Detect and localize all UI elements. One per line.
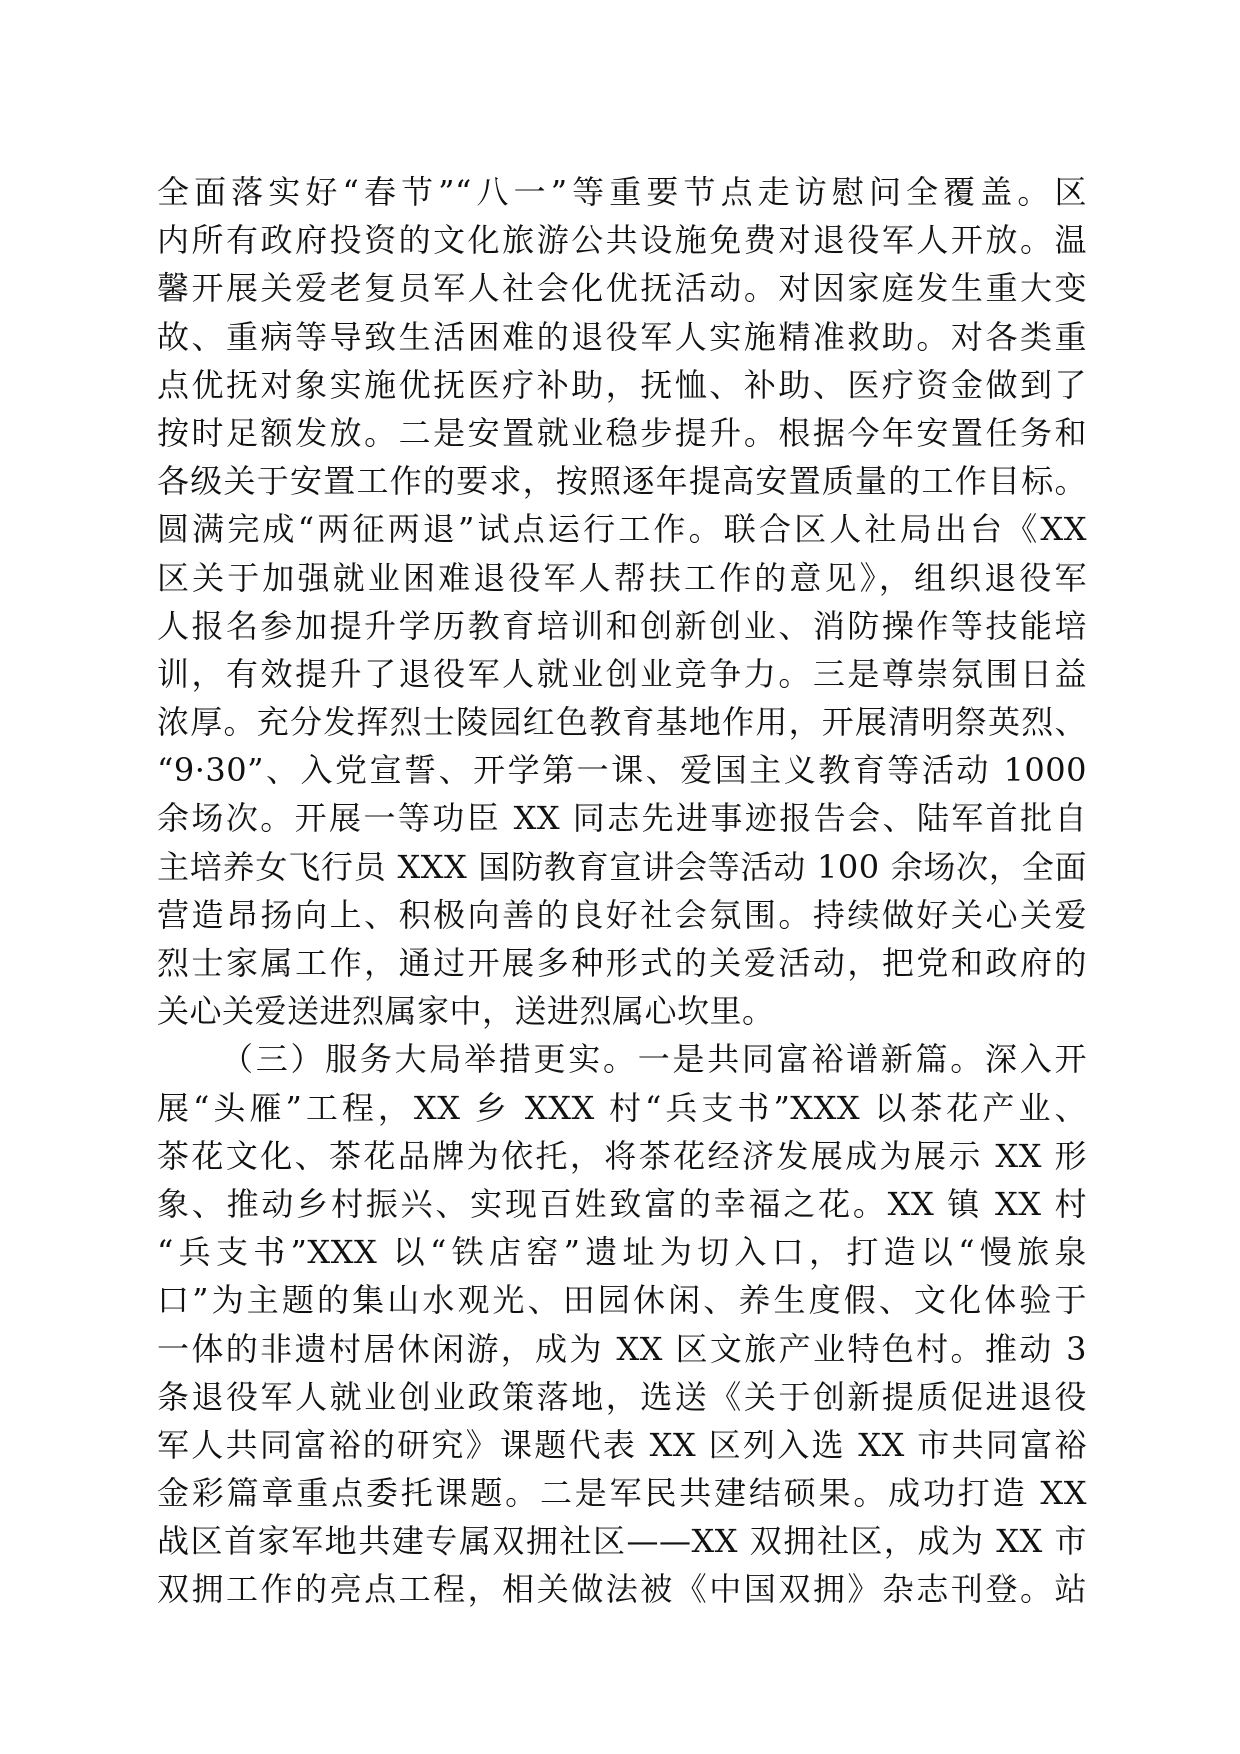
text-line: 象、推动乡村振兴、实现百姓致富的幸福之花。XX 镇 XX 村 [157,1184,1087,1223]
text-line: 训，有效提升了退役军人就业创业竞争力。三是尊崇氛围日益 [157,654,1087,693]
text-line: 浓厚。充分发挥烈士陵园红色教育基地作用，开展清明祭英烈、 [157,703,1087,742]
text-line: 营造昂扬向上、积极向善的良好社会氛围。持续做好关心关爱 [157,895,1087,934]
text-line: 内所有政府投资的文化旅游公共设施免费对退役军人开放。温 [157,221,1087,260]
text-line: 金彩篇章重点委托课题。二是军民共建结硕果。成功打造 XX [157,1474,1087,1513]
text-line: 口”为主题的集山水观光、田园休闲、养生度假、文化体验于 [157,1281,1087,1320]
text-line: 人报名参加提升学历教育培训和创新创业、消防操作等技能培 [157,606,1087,645]
text-line: “9·30”、入党宣誓、开学第一课、爱国主义教育等活动 1000 [157,751,1087,790]
text-line: 圆满完成“两征两退”试点运行工作。联合区人社局出台《XX [157,510,1087,549]
text-line: 茶花文化、茶花品牌为依托，将茶花经济发展成为展示 XX 形 [157,1136,1087,1175]
paragraph-end-line: 关心关爱送进烈属家中，送进烈属心坎里。 [157,992,775,1031]
text-line: 战区首家军地共建专属双拥社区——XX 双拥社区，成为 XX 市 [157,1522,1087,1561]
text-line: 余场次。开展一等功臣 XX 同志先进事迹报告会、陆军首批自 [157,799,1087,838]
section-heading-line: （三）服务大局举措更实。一是共同富裕谱新篇。深入开 [221,1040,1087,1079]
text-line: 按时足额发放。二是安置就业稳步提升。根据今年安置任务和 [157,413,1087,452]
text-line: 一体的非遗村居休闲游，成为 XX 区文旅产业特色村。推动 3 [157,1329,1087,1368]
text-line: 全面落实好“春节”“八一”等重要节点走访慰问全覆盖。区 [157,173,1087,211]
text-line: 双拥工作的亮点工程，相关做法被《中国双拥》杂志刊登。站 [157,1570,1087,1609]
text-line: 各级关于安置工作的要求，按照逐年提高安置质量的工作目标。 [157,462,1087,501]
text-line: 区关于加强就业困难退役军人帮扶工作的意见》，组织退役军 [157,558,1087,597]
text-line: 点优抚对象实施优抚医疗补助，抚恤、补助、医疗资金做到了 [157,365,1087,404]
text-line: 故、重病等导致生活困难的退役军人实施精准救助。对各类重 [157,317,1087,356]
text-line: 烈士家属工作，通过开展多种形式的关爱活动，把党和政府的 [157,944,1087,982]
text-line: 馨开展关爱老复员军人社会化优抚活动。对因家庭发生重大变 [157,269,1087,308]
text-line: 军人共同富裕的研究》课题代表 XX 区列入选 XX 市共同富裕 [157,1425,1087,1464]
text-line: 条退役军人就业创业政策落地，选送《关于创新提质促进退役 [157,1377,1087,1416]
text-line: “兵支书”XXX 以“铁店窑”遗址为切入口，打造以“慢旅泉 [157,1233,1087,1272]
document-body [157,168,1087,1614]
text-line: 主培养女飞行员 XXX 国防教育宣讲会等活动 100 余场次，全面 [157,847,1087,886]
text-line: 展“头雁”工程，XX 乡 XXX 村“兵支书”XXX 以茶花产业、 [157,1088,1087,1127]
